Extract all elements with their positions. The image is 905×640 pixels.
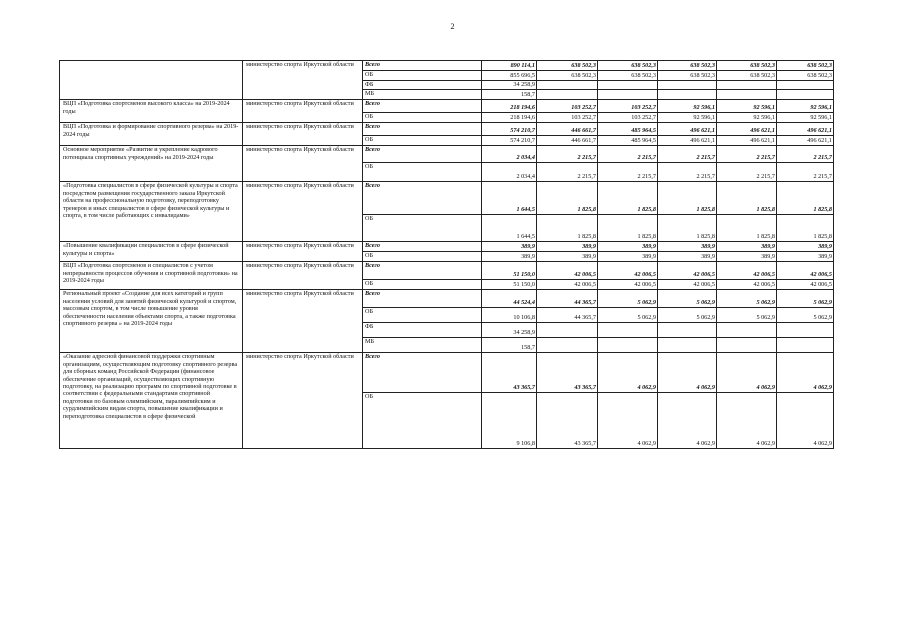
amount-cell: [658, 90, 717, 100]
program-name-cell: Основное мероприятие «Развитие и укрепление кадрового потенциала спортивных учреждений» на 2019-2024 годы: [60, 146, 243, 182]
amount-cell: 158,7: [482, 90, 537, 100]
table-row: [60, 353, 834, 393]
amount-cell: 42 006,5: [658, 280, 717, 290]
amount-cell: 1 825,8: [658, 182, 717, 215]
program-name-cell: «Повышение квалификации специалистов в сфере физической культуры и спорта»: [60, 242, 243, 262]
responsible-executor-cell: министерство спорта Иркутской области: [243, 61, 363, 100]
amount-cell: 638 502,3: [777, 61, 834, 71]
amount-cell: 44 365,7: [537, 308, 598, 323]
amount-cell: 638 502,3: [717, 61, 777, 71]
amount-cell: 1 825,8: [658, 215, 717, 242]
amount-cell: 1 825,8: [598, 182, 658, 215]
amount-cell: 4 062,9: [598, 393, 658, 449]
amount-cell: 42 006,5: [537, 280, 598, 290]
amount-cell: [717, 81, 777, 90]
amount-cell: 574 210,7: [482, 123, 537, 136]
amount-cell: 1 825,8: [537, 215, 598, 242]
amount-cell: [537, 81, 598, 90]
amount-cell: 5 062,9: [658, 290, 717, 308]
amount-cell: 389,9: [777, 242, 834, 252]
amount-cell: 4 062,9: [658, 353, 717, 393]
amount-cell: 2 215,7: [537, 146, 598, 163]
budget-table-container: [59, 60, 833, 449]
amount-cell: 4 062,9: [777, 353, 834, 393]
amount-cell: 92 596,1: [777, 113, 834, 123]
budget-table-body: [60, 61, 834, 449]
amount-cell: [537, 323, 598, 338]
amount-cell: 5 062,9: [777, 308, 834, 323]
amount-cell: 4 062,9: [777, 393, 834, 449]
amount-cell: [717, 323, 777, 338]
amount-cell: 103 252,7: [598, 113, 658, 123]
table-row: [60, 123, 834, 136]
amount-cell: 638 502,3: [537, 61, 598, 71]
amount-cell: 389,9: [717, 252, 777, 262]
amount-cell: 2 215,7: [717, 163, 777, 182]
amount-cell: 1 825,8: [717, 182, 777, 215]
amount-cell: 51 150,0: [482, 280, 537, 290]
amount-cell: 5 062,9: [598, 290, 658, 308]
amount-cell: 44 365,7: [537, 290, 598, 308]
amount-cell: 103 252,7: [537, 113, 598, 123]
table-row: [60, 242, 834, 252]
funding-source-cell: Всего: [363, 290, 482, 308]
responsible-executor-cell: министерство спорта Иркутской области: [243, 262, 363, 290]
program-name-cell: ВЦП «Подготовка спортсменов высокого класса» на 2019-2024 годы: [60, 100, 243, 123]
program-name-cell: ВЦП «Подготовка и формирование спортивного резерва» на 2019-2024 годы: [60, 123, 243, 146]
funding-source-cell: Всего: [363, 61, 482, 71]
table-row: [60, 262, 834, 280]
amount-cell: 4 062,9: [598, 353, 658, 393]
amount-cell: 92 596,1: [658, 113, 717, 123]
funding-source-cell: Всего: [363, 242, 482, 252]
amount-cell: 485 964,5: [598, 136, 658, 146]
amount-cell: 389,9: [537, 242, 598, 252]
amount-cell: 1 825,8: [598, 215, 658, 242]
amount-cell: 389,9: [537, 252, 598, 262]
amount-cell: 9 106,8: [482, 393, 537, 449]
funding-source-cell: ОБ: [363, 163, 482, 182]
amount-cell: 496 621,1: [777, 136, 834, 146]
amount-cell: 389,9: [598, 242, 658, 252]
amount-cell: 42 006,5: [598, 262, 658, 280]
amount-cell: 574 210,7: [482, 136, 537, 146]
amount-cell: 43 365,7: [482, 353, 537, 393]
responsible-executor-cell: министерство спорта Иркутской области: [243, 290, 363, 353]
funding-source-cell: ОБ: [363, 215, 482, 242]
amount-cell: 44 524,4: [482, 290, 537, 308]
amount-cell: 638 502,3: [658, 71, 717, 81]
amount-cell: 42 006,5: [598, 280, 658, 290]
amount-cell: 103 252,7: [537, 100, 598, 113]
amount-cell: 890 114,1: [482, 61, 537, 71]
amount-cell: 4 062,9: [658, 393, 717, 449]
amount-cell: 638 502,3: [777, 71, 834, 81]
amount-cell: 158,7: [482, 338, 537, 353]
amount-cell: 92 596,1: [717, 113, 777, 123]
amount-cell: 4 062,9: [717, 393, 777, 449]
amount-cell: 42 006,5: [537, 262, 598, 280]
program-name-cell: «Подготовка специалистов в сфере физической культуры и спорта посредством размещения государственного заказа Иркутской области на профессиональную подготовку, переподготовку тренеров и иных специалистов в сфере физической культуры и спорта, в том числе работающих с инвалидами»: [60, 182, 243, 242]
amount-cell: 638 502,3: [658, 61, 717, 71]
amount-cell: [598, 338, 658, 353]
amount-cell: 42 006,5: [777, 262, 834, 280]
amount-cell: 1 825,8: [777, 182, 834, 215]
amount-cell: [537, 90, 598, 100]
amount-cell: 389,9: [482, 252, 537, 262]
page-number: 2: [450, 22, 455, 31]
amount-cell: 42 006,5: [717, 262, 777, 280]
amount-cell: 638 502,3: [598, 71, 658, 81]
amount-cell: [777, 81, 834, 90]
amount-cell: 92 596,1: [658, 100, 717, 113]
amount-cell: 43 365,7: [537, 393, 598, 449]
budget-table: [59, 60, 834, 449]
amount-cell: [598, 323, 658, 338]
amount-cell: 1 825,8: [537, 182, 598, 215]
amount-cell: 51 150,0: [482, 262, 537, 280]
amount-cell: 389,9: [482, 242, 537, 252]
amount-cell: [658, 81, 717, 90]
funding-source-cell: ОБ: [363, 71, 482, 81]
amount-cell: 92 596,1: [777, 100, 834, 113]
amount-cell: 42 006,5: [658, 262, 717, 280]
amount-cell: 34 258,9: [482, 323, 537, 338]
amount-cell: 638 502,3: [537, 71, 598, 81]
funding-source-cell: ФБ: [363, 323, 482, 338]
funding-source-cell: ОБ: [363, 308, 482, 323]
amount-cell: 496 621,1: [658, 123, 717, 136]
amount-cell: 389,9: [658, 252, 717, 262]
amount-cell: 5 062,9: [717, 290, 777, 308]
responsible-executor-cell: министерство спорта Иркутской области: [243, 100, 363, 123]
amount-cell: 34 258,9: [482, 81, 537, 90]
amount-cell: 389,9: [598, 252, 658, 262]
amount-cell: 496 621,1: [777, 123, 834, 136]
responsible-executor-cell: министерство спорта Иркутской области: [243, 123, 363, 146]
amount-cell: 5 062,9: [717, 308, 777, 323]
amount-cell: 5 062,9: [658, 308, 717, 323]
funding-source-cell: ФБ: [363, 81, 482, 90]
amount-cell: [537, 338, 598, 353]
amount-cell: [717, 90, 777, 100]
amount-cell: 1 644,5: [482, 215, 537, 242]
funding-source-cell: ОБ: [363, 280, 482, 290]
amount-cell: 92 596,1: [717, 100, 777, 113]
amount-cell: 2 215,7: [537, 163, 598, 182]
amount-cell: 1 825,8: [777, 215, 834, 242]
table-row: [60, 182, 834, 215]
amount-cell: 2 215,7: [717, 146, 777, 163]
amount-cell: 2 215,7: [658, 163, 717, 182]
responsible-executor-cell: министерство спорта Иркутской области: [243, 353, 363, 449]
funding-source-cell: ОБ: [363, 136, 482, 146]
program-name-cell: Региональный проект «Создание для всех категорий и групп населения условий для занятий физической культурой и спортом, массовым спортом, в том числе повышение уровня обеспеченности населения объектами спорта, а также подготовка спортивного резерва » на 2019-2024 годы: [60, 290, 243, 353]
amount-cell: 485 964,5: [598, 123, 658, 136]
amount-cell: 446 661,7: [537, 136, 598, 146]
amount-cell: 2 034,4: [482, 146, 537, 163]
program-name-cell: [60, 61, 243, 100]
amount-cell: 4 062,9: [717, 353, 777, 393]
amount-cell: [777, 338, 834, 353]
amount-cell: 5 062,9: [777, 290, 834, 308]
funding-source-cell: Всего: [363, 100, 482, 113]
amount-cell: 446 661,7: [537, 123, 598, 136]
amount-cell: [598, 90, 658, 100]
amount-cell: 2 215,7: [777, 146, 834, 163]
table-row: [60, 100, 834, 113]
amount-cell: 42 006,5: [717, 280, 777, 290]
funding-source-cell: МБ: [363, 90, 482, 100]
amount-cell: 42 006,5: [777, 280, 834, 290]
amount-cell: 2 215,7: [777, 163, 834, 182]
amount-cell: 2 215,7: [598, 163, 658, 182]
amount-cell: 43 365,7: [537, 353, 598, 393]
amount-cell: 389,9: [658, 242, 717, 252]
funding-source-cell: Всего: [363, 146, 482, 163]
amount-cell: 1 825,8: [717, 215, 777, 242]
funding-source-cell: ОБ: [363, 113, 482, 123]
amount-cell: 389,9: [717, 242, 777, 252]
responsible-executor-cell: министерство спорта Иркутской области: [243, 182, 363, 242]
table-row: [60, 146, 834, 163]
amount-cell: 2 215,7: [598, 146, 658, 163]
table-row: [60, 61, 834, 71]
amount-cell: 103 252,7: [598, 100, 658, 113]
amount-cell: 638 502,3: [717, 71, 777, 81]
funding-source-cell: Всего: [363, 123, 482, 136]
amount-cell: [598, 81, 658, 90]
amount-cell: 218 194,6: [482, 113, 537, 123]
amount-cell: 218 194,6: [482, 100, 537, 113]
amount-cell: 5 062,9: [598, 308, 658, 323]
amount-cell: 1 644,5: [482, 182, 537, 215]
amount-cell: 2 034,4: [482, 163, 537, 182]
amount-cell: 10 106,8: [482, 308, 537, 323]
amount-cell: [777, 90, 834, 100]
amount-cell: [777, 323, 834, 338]
responsible-executor-cell: министерство спорта Иркутской области: [243, 242, 363, 262]
amount-cell: 855 696,5: [482, 71, 537, 81]
responsible-executor-cell: министерство спорта Иркутской области: [243, 146, 363, 182]
funding-source-cell: Всего: [363, 182, 482, 215]
amount-cell: 638 502,3: [598, 61, 658, 71]
funding-source-cell: ОБ: [363, 393, 482, 449]
amount-cell: 2 215,7: [658, 146, 717, 163]
amount-cell: [658, 338, 717, 353]
amount-cell: [658, 323, 717, 338]
funding-source-cell: МБ: [363, 338, 482, 353]
amount-cell: 389,9: [777, 252, 834, 262]
amount-cell: 496 621,1: [658, 136, 717, 146]
amount-cell: [717, 338, 777, 353]
amount-cell: 496 621,1: [717, 123, 777, 136]
table-row: [60, 290, 834, 308]
amount-cell: 496 621,1: [717, 136, 777, 146]
funding-source-cell: Всего: [363, 262, 482, 280]
program-name-cell: «Оказание адресной финансовой поддержки спортивным организациям, осуществляющим подготовку спортивного резерва для сборных команд Российской Федерации (финансовое обеспечение организаций, осуществляющих спортивную подготовку, на реализацию программ по спортивной подготовке в соответствии с федеральными стандартами спортивной подготовки по базовым олимпийским, паралимпийским и сурдлимпийским видам спорта, повышение квалификации и переподготовка специалистов в сфере физической: [60, 353, 243, 449]
funding-source-cell: Всего: [363, 353, 482, 393]
funding-source-cell: ОБ: [363, 252, 482, 262]
program-name-cell: ВЦП «Подготовка спортсменов и специалистов с учетом непрерывности процессов обучения и спортивной подготовки» на 2019-2024 годы: [60, 262, 243, 290]
